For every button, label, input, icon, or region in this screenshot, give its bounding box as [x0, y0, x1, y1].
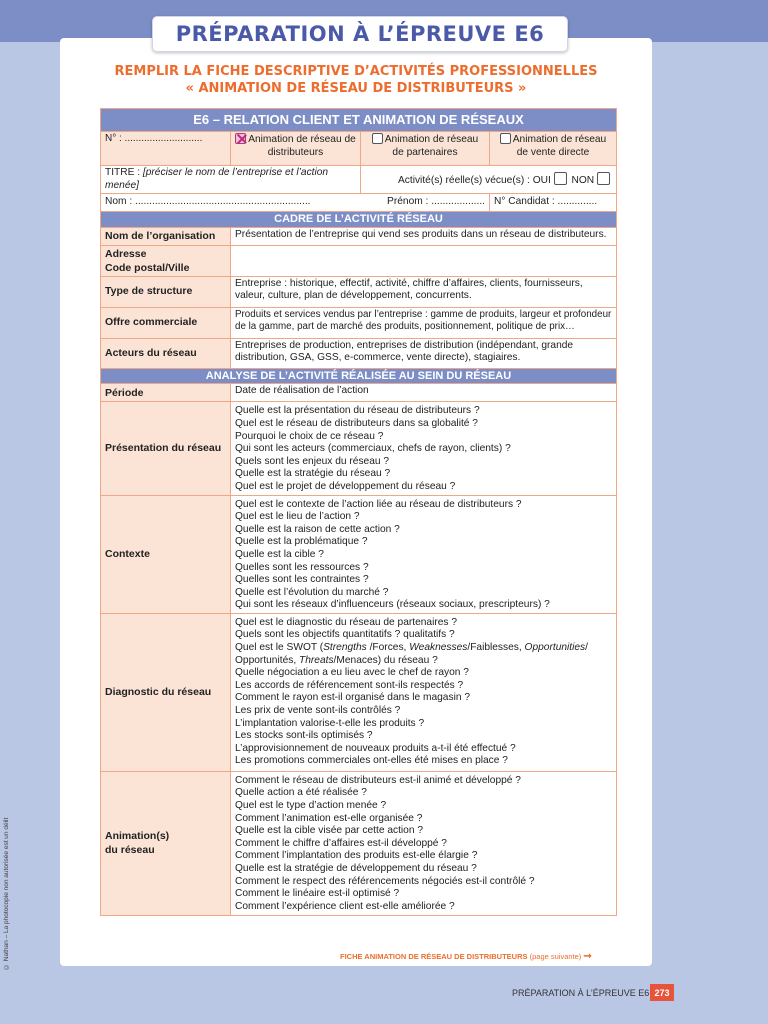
swot-text: /Forces,: [366, 642, 410, 654]
checkbox-icon[interactable]: [372, 133, 383, 144]
activite-label: Activité(s) réelle(s) vécue(s) : OUI: [397, 174, 551, 186]
list-item: Quels sont les objectifs quantitatifs ? qualitatifs ?: [235, 629, 455, 641]
next-page-text: FICHE ANIMATION DE RÉSEAU DE DISTRIBUTEURS: [340, 952, 528, 961]
list-item: Les accords de référencement sont-ils respectés ?: [235, 679, 464, 691]
table-row: [101, 227, 617, 245]
code-postal-label: Code postal/Ville: [105, 261, 190, 274]
section1-title: CADRE DE L’ACTIVITÉ RÉSEAU: [101, 212, 617, 228]
option-vente-directe-label: Animation de réseau de vente directe: [512, 134, 607, 158]
titre-row: [101, 166, 617, 194]
activity-form: [100, 108, 617, 916]
table-row: [101, 613, 617, 771]
titre-hint: [préciser le nom de l’entreprise et l’action menée]: [105, 167, 329, 191]
adresse-label: Adresse: [105, 247, 147, 260]
page-title: PRÉPARATION À L’ÉPREUVE E6: [175, 22, 545, 46]
row-label: Acteurs du réseau: [101, 338, 231, 368]
list-item: Quelle négociation a eu lieu avec le chef de rayon ?: [235, 667, 469, 679]
list-item: Qui sont les réseaux d’influenceurs (réseaux sociaux, prescripteurs) ?: [235, 599, 550, 611]
section2-title: ANALYSE DE L’ACTIVITÉ RÉALISÉE AU SEIN DU RÉSEAU: [101, 368, 617, 384]
table-row: [101, 307, 617, 338]
non-checkbox-icon[interactable]: [597, 172, 610, 185]
number-field[interactable]: N° : ............................: [101, 132, 231, 166]
swot-text: Quel est le SWOT (: [235, 642, 324, 654]
row-label: [101, 245, 231, 276]
option-vente-directe[interactable]: [490, 132, 617, 166]
row-label: Diagnostic du réseau: [101, 613, 231, 771]
swot-text: Opportunities: [524, 642, 586, 654]
next-page-link[interactable]: [340, 951, 592, 962]
activite-field: [361, 166, 617, 194]
address-field[interactable]: [231, 245, 617, 276]
option-distributeurs-label: Animation de réseau de distributeurs: [248, 134, 356, 158]
checkbox-icon[interactable]: [500, 133, 511, 144]
row-text: Entreprise : historique, effectif, activité, chiffre d’affaires, clients, fournisseurs, valeur, culture, plan de développement, concurrents.: [231, 276, 617, 307]
header-tab: [152, 16, 568, 52]
row-text: Entreprises de production, entreprises de distribution (indépendant, grande distribution, GSA, GSS, e-commerce, vente directe), stagiaires.: [231, 338, 617, 368]
row-text: Présentation de l’entreprise qui vend ses produits dans un réseau de distributeurs.: [231, 227, 617, 245]
animation-label: Animation(s): [105, 830, 170, 843]
list-item: Comment l’animation est-elle organisée ?: [235, 812, 423, 824]
list-item: Pourquoi le choix de ce réseau ?: [235, 430, 384, 442]
list-item: Quelle est la présentation du réseau de distributeurs ?: [235, 405, 480, 417]
table-row: [101, 338, 617, 368]
question-list: [231, 771, 617, 915]
option-partenaires-label: Animation de réseau de partenaires: [384, 134, 479, 158]
list-item: Quelles sont les contraintes ?: [235, 574, 369, 586]
list-item: Quel est le diagnostic du réseau de partenaires ?: [235, 616, 458, 628]
swot-text: /Faiblesses,: [467, 642, 525, 654]
list-item: Quelle action a été réalisée ?: [235, 787, 367, 799]
list-item: Comment le linéaire est-il optimisé ?: [235, 888, 400, 900]
table-row: [101, 402, 617, 495]
row-label: Type de structure: [101, 276, 231, 307]
next-page-suffix: (page suivante): [529, 952, 582, 961]
non-label: NON: [571, 174, 595, 186]
option-distributeurs[interactable]: [231, 132, 361, 166]
row-label: Présentation du réseau: [101, 402, 231, 495]
list-item: [235, 642, 612, 667]
list-item: Comment l’implantation des produits est-elle élargie ?: [235, 850, 478, 862]
list-item: Comment l’expérience client est-elle améliorée ?: [235, 900, 455, 912]
oui-checkbox-icon[interactable]: [554, 172, 567, 185]
table-row: [101, 771, 617, 915]
list-item: Quelle est la raison de cette action ?: [235, 523, 400, 535]
list-item: Quel est le type d’action menée ?: [235, 800, 387, 812]
swot-text: / Opportunités,: [235, 642, 588, 666]
list-item: Qui sont les acteurs (commerciaux, chefs de rayon, clients) ?: [235, 443, 511, 455]
row-text: Date de réalisation de l’action: [231, 384, 617, 402]
question-list: [231, 613, 617, 771]
table-row: [101, 245, 617, 276]
form-title-band: [101, 109, 617, 132]
row-label: Offre commerciale: [101, 307, 231, 338]
list-item: Quelle est la cible ?: [235, 548, 324, 560]
titre-field[interactable]: [101, 166, 361, 194]
section1-band: [101, 212, 617, 228]
prenom-field[interactable]: Prénom : ...................: [361, 194, 490, 212]
running-title: PRÉPARATION À L’ÉPREUVE E6: [512, 988, 650, 998]
nom-field[interactable]: Nom : ..............................................................: [101, 194, 361, 212]
list-item: Quelle est la stratégie du réseau ?: [235, 468, 391, 480]
swot-text: Threats: [299, 654, 334, 666]
page-number: 273: [650, 984, 674, 1001]
row-label: Période: [101, 384, 231, 402]
instructions-line-2: « ANIMATION DE RÉSEAU DE DISTRIBUTEURS »: [185, 81, 527, 96]
list-item: Quel est le lieu de l’action ?: [235, 511, 360, 523]
question-list: [231, 495, 617, 613]
list-item: Quelle est l’évolution du marché ?: [235, 586, 389, 598]
list-item: Quelle est la cible visée par cette action ?: [235, 825, 424, 837]
list-item: L’approvisionnement de nouveaux produits a-t-il été effectué ?: [235, 742, 516, 754]
list-item: Quelles sont les ressources ?: [235, 561, 369, 573]
swot-text: Weaknesses: [409, 642, 468, 654]
question-list: [231, 402, 617, 495]
list-item: Quel est le réseau de distributeurs dans sa globalité ?: [235, 417, 478, 429]
row-label: [101, 771, 231, 915]
table-row: [101, 276, 617, 307]
table-row: [101, 495, 617, 613]
list-item: Quelle est la problématique ?: [235, 536, 368, 548]
form-instructions: [60, 63, 652, 97]
table-row: [101, 384, 617, 402]
list-item: Quel est le contexte de l’action liée au réseau de distributeurs ?: [235, 498, 522, 510]
list-item: Les stocks sont-ils optimisés ?: [235, 730, 373, 742]
row-label: Contexte: [101, 495, 231, 613]
list-item: Comment le chiffre d’affaires est-il développé ?: [235, 837, 447, 849]
arrow-right-icon: ➞: [583, 951, 592, 962]
option-partenaires[interactable]: [361, 132, 490, 166]
checked-checkbox-icon[interactable]: [235, 133, 246, 144]
titre-label: TITRE :: [105, 167, 143, 178]
options-row: [101, 132, 617, 166]
list-item: Les prix de vente sont-ils contrôlés ?: [235, 705, 401, 717]
identity-row: [101, 194, 617, 212]
list-item: Quel est le projet de développement du réseau ?: [235, 480, 456, 492]
row-text: Produits et services vendus par l’entreprise : gamme de produits, largeur et profondeur de la gamme, part de marché des produits, positionnement, politique de prix…: [231, 307, 617, 338]
list-item: Comment le réseau de distributeurs est-il animé et développé ?: [235, 774, 521, 786]
animation-label-2: du réseau: [105, 844, 155, 857]
swot-text: Strengths: [323, 642, 367, 654]
copyright-notice: © Nathan – La photocopie non autorisée est un délit: [3, 817, 10, 970]
list-item: L’implantation valorise-t-elle les produits ?: [235, 717, 425, 729]
row-label: Nom de l’organisation: [101, 227, 231, 245]
instructions-line-1: REMPLIR LA FICHE DESCRIPTIVE D’ACTIVITÉS PROFESSIONNELLES: [114, 64, 598, 79]
list-item: Comment le respect des référencements négociés est-il contrôlé ?: [235, 875, 535, 887]
form-title: E6 – RELATION CLIENT ET ANIMATION DE RÉSEAUX: [101, 109, 617, 132]
list-item: Quels sont les enjeux du réseau ?: [235, 455, 390, 467]
list-item: Les promotions commerciales ont-elles été mises en place ?: [235, 755, 508, 767]
list-item: Quelle est la stratégie de développement du réseau ?: [235, 863, 477, 875]
candidat-field[interactable]: N° Candidat : ..............: [490, 194, 617, 212]
list-item: Comment le rayon est-il organisé dans le magasin ?: [235, 692, 470, 704]
swot-text: /Menaces) du réseau ?: [333, 654, 438, 666]
section2-band: [101, 368, 617, 384]
